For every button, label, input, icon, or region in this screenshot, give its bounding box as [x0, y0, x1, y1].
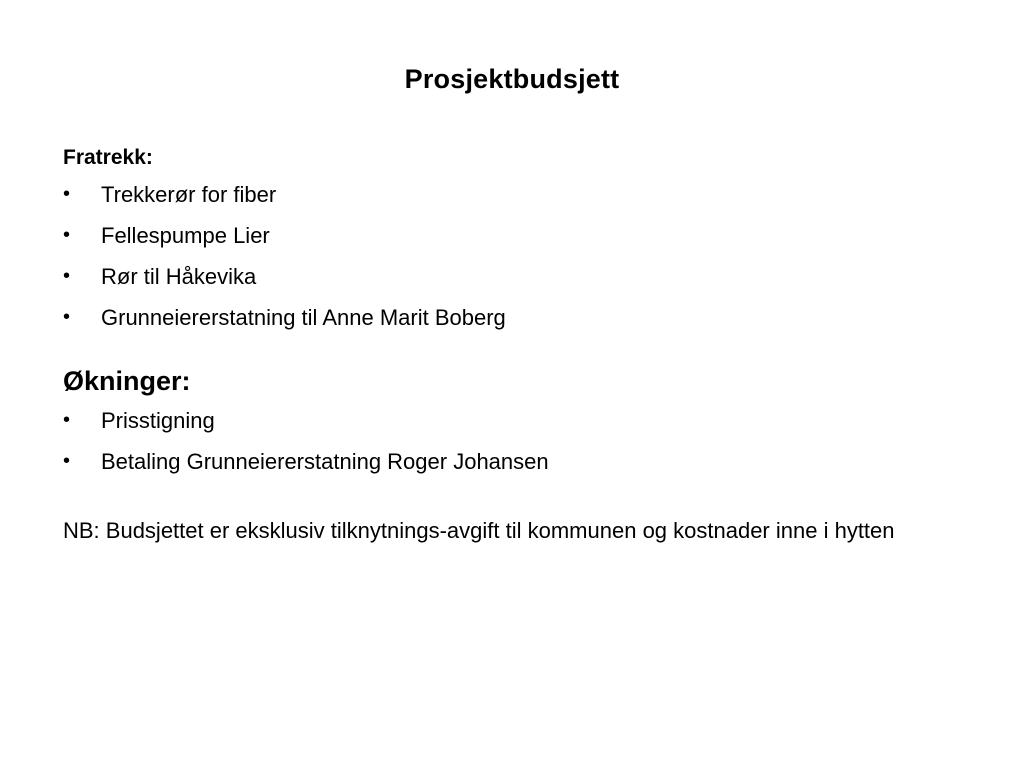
list-item-text: Trekkerør for fiber [101, 182, 277, 207]
increases-heading: Økninger: [63, 366, 191, 396]
list-item [63, 441, 983, 482]
budget-note: NB: Budsjettet er eksklusiv tilknytnings-avgift til kommunen og kostnader inne i hytten [63, 518, 895, 543]
bullet-icon: • [63, 306, 71, 328]
increases-list [63, 400, 983, 482]
list-item [63, 256, 983, 297]
slide-title: Prosjektbudsjett [404, 64, 620, 94]
list-item [63, 215, 983, 256]
list-item-text: Grunneiererstatning til Anne Marit Boberg [101, 305, 506, 330]
list-item-text: Prisstigning [101, 408, 215, 433]
list-item-text: Betaling Grunneiererstatning Roger Johansen [101, 449, 549, 474]
list-item [63, 174, 983, 215]
slide-body [63, 142, 983, 548]
bullet-icon: • [63, 265, 71, 287]
deductions-list [63, 174, 983, 338]
list-item [63, 297, 983, 338]
bullet-icon: • [63, 409, 71, 431]
bullet-icon: • [63, 224, 71, 246]
list-item [63, 400, 983, 441]
list-item-text: Fellespumpe Lier [101, 223, 270, 248]
deductions-heading: Fratrekk: [63, 146, 153, 169]
list-item-text: Rør til Håkevika [101, 264, 257, 289]
bullet-icon: • [63, 450, 71, 472]
bullet-icon: • [63, 183, 71, 205]
